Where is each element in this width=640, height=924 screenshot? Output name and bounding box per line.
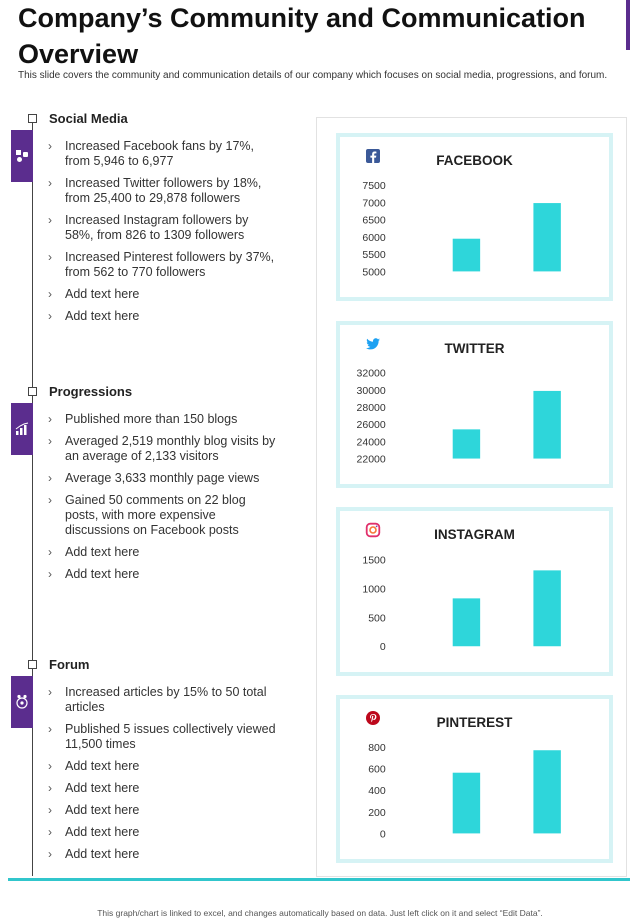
chevron-right-icon: › [48,176,52,190]
y-tick-label: 400 [368,785,386,798]
chart-svg [340,511,609,672]
y-tick-label: 0 [379,641,386,654]
pinterest-icon [366,711,380,725]
growth-chart-icon [11,403,33,455]
y-tick-label: 600 [368,763,386,776]
forum-chat-icon [11,676,33,728]
chevron-right-icon: › [48,434,52,448]
bullet-item [48,722,280,752]
y-tick-label: 7500 [362,180,386,192]
chevron-right-icon: › [48,412,52,426]
chevron-right-icon: › [48,847,52,861]
bullet-text: Add text here [65,567,140,581]
y-tick-label: 800 [368,742,386,754]
y-tick-label: 1500 [362,554,386,567]
bullet-item [48,545,280,560]
chart-title: INSTAGRAM [434,527,515,543]
y-tick-label: 200 [368,806,386,819]
chevron-right-icon: › [48,803,52,817]
twitter-chart [336,321,613,488]
y-tick-label: 1000 [362,583,386,596]
bullet-text: Average 3,633 monthly page views [65,471,260,485]
bullet-text: Increased Facebook fans by 17%, from 5,946 to 6,977 [65,139,255,168]
chevron-right-icon: › [48,545,52,559]
twitter-icon [366,338,380,349]
section-heading-progressions: Progressions [49,384,133,399]
bar-1 [453,598,480,646]
timeline-marker-social [28,114,37,123]
bullet-item [48,139,280,169]
bullet-item [48,803,280,818]
y-tick-label: 0 [379,828,386,841]
instagram-chart [336,507,613,676]
bullet-item [48,176,280,206]
chevron-right-icon: › [48,250,52,264]
bullet-item [48,567,280,582]
page-title: Company’s Community and Communication Overview [18,3,586,69]
bar-1 [453,773,480,834]
bullet-text: Increased Pinterest followers by 37%, from 562 to 770 followers [65,250,275,279]
chevron-right-icon: › [48,471,52,485]
bullet-text: Increased articles by 15% to 50 total articles [65,685,267,714]
chevron-right-icon: › [48,825,52,839]
section-bullets-progressions [48,412,280,589]
y-tick-label: 500 [368,612,386,625]
bullet-item [48,759,280,774]
y-tick-label: 22000 [356,453,386,466]
bullet-item [48,847,280,862]
bullet-text: Add text here [65,847,140,861]
bullet-text: Add text here [65,825,140,839]
chevron-right-icon: › [48,309,52,323]
bottom-rule [8,878,630,881]
bullet-item [48,825,280,840]
instagram-icon [367,524,380,537]
chevron-right-icon: › [48,493,52,507]
bullet-text: Gained 50 comments on 22 blog posts, with more expensive discussions on Facebook posts [65,493,246,537]
bullet-item [48,309,280,324]
bullet-item [48,493,280,538]
timeline-marker-forum [28,660,37,669]
chart-title: PINTEREST [436,715,513,730]
chart-svg [340,137,609,297]
bullet-text: Published 5 issues collectively viewed 11,500 times [65,722,276,751]
bullet-item [48,471,280,486]
bar-1 [453,429,480,458]
section-heading-social-media: Social Media [49,111,128,126]
chart-title: TWITTER [444,340,505,356]
facebook-chart [336,133,613,301]
y-tick-label: 24000 [356,436,386,449]
chevron-right-icon: › [48,722,52,736]
timeline-marker-progressions [28,387,37,396]
y-tick-label: 6500 [362,214,386,227]
social-media-icon [11,130,33,182]
y-tick-label: 6000 [362,231,386,244]
bar-1 [453,239,480,272]
bullet-text: Add text here [65,803,140,817]
chevron-right-icon: › [48,139,52,153]
accent-bar [626,0,630,50]
chevron-right-icon: › [48,287,52,301]
chevron-right-icon: › [48,759,52,773]
chevron-right-icon: › [48,685,52,699]
bullet-text: Add text here [65,759,140,773]
chart-title: FACEBOOK [436,153,513,168]
section-heading-forum: Forum [49,657,90,672]
bar-2 [533,391,560,459]
bullet-item [48,213,280,243]
chart-svg [340,325,609,484]
chevron-right-icon: › [48,567,52,581]
y-tick-label: 26000 [356,419,386,432]
bullet-text: Add text here [65,781,140,795]
bullet-item [48,685,280,715]
chevron-right-icon: › [48,781,52,795]
bar-2 [533,570,560,646]
bullet-text: Add text here [65,287,140,301]
chevron-right-icon: › [48,213,52,227]
bullet-item [48,287,280,302]
footer-note: This graph/chart is linked to excel, and changes automatically based on data. Just left click on it and select “Edit Data”. [97,908,543,918]
y-tick-label: 30000 [356,384,386,397]
bullet-item [48,434,280,464]
bar-2 [533,750,560,833]
bullet-text: Averaged 2,519 monthly blog visits by an average of 2,133 visitors [65,434,276,463]
y-tick-label: 32000 [356,367,386,380]
y-tick-label: 7000 [362,197,386,210]
bullet-text: Increased Instagram followers by 58%, from 826 to 1309 followers [65,213,249,242]
bar-2 [533,203,560,271]
bullet-text: Published more than 150 blogs [65,412,238,426]
y-tick-label: 5500 [362,249,386,262]
chart-svg [340,699,609,859]
timeline-line [32,118,33,876]
page-subtitle: This slide covers the community and communication details of our company which focuses on social media, progressions, and forum. [18,70,608,81]
y-tick-label: 28000 [356,402,386,415]
y-tick-label: 5000 [362,266,386,279]
section-bullets-forum [48,685,280,869]
bullet-item [48,412,280,427]
bullet-text: Increased Twitter followers by 18%, from 25,400 to 29,878 followers [65,176,262,205]
bullet-text: Add text here [65,309,140,323]
facebook-icon [366,149,380,163]
bullet-item [48,781,280,796]
bullet-item [48,250,280,280]
pinterest-chart [336,695,613,863]
section-bullets-social-media [48,139,280,331]
bullet-text: Add text here [65,545,140,559]
